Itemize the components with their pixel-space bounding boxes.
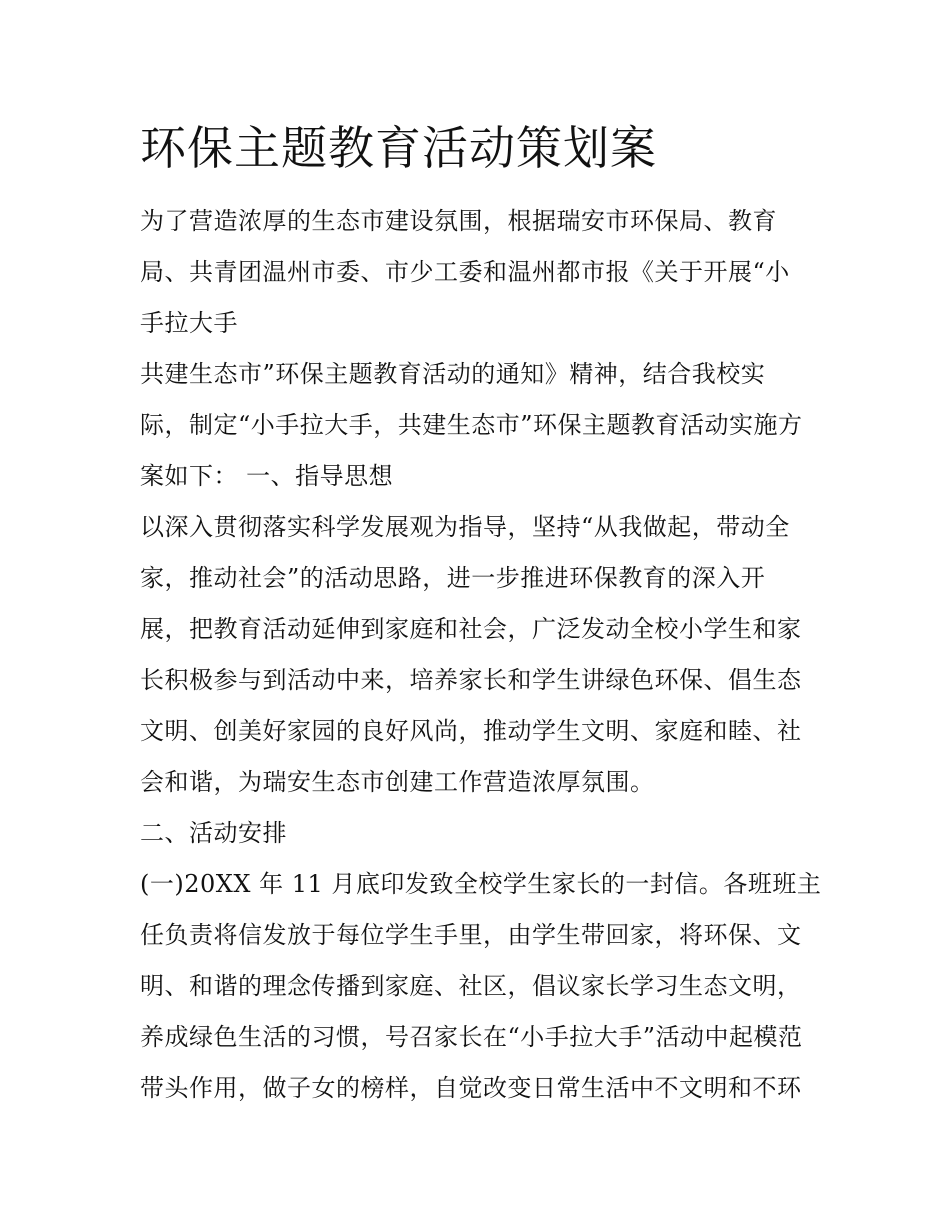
body-line: 长积极参与到活动中来，培养家长和学生讲绿色环保、倡生态	[140, 666, 802, 694]
body-line: 会和谐，为瑞安生态市创建工作营造浓厚氛围。	[140, 768, 655, 796]
document-title: 环保主题教育活动策划案	[140, 121, 657, 175]
body-line: 养成绿色生活的习惯，号召家长在“小手拉大手”活动中起模范	[140, 1023, 803, 1051]
body-line: 任负责将信发放于每位学生手里，由学生带回家，将环保、文	[140, 921, 802, 949]
section-heading: 二、活动安排	[140, 819, 287, 847]
body-line: 局、共青团温州市委、市少工委和温州都市报《关于开展“小	[140, 258, 790, 286]
document-body	[140, 196, 820, 1114]
body-line: 手拉大手	[140, 309, 238, 337]
body-line: 以深入贯彻落实科学发展观为指导，坚持“从我做起，带动全	[140, 513, 790, 541]
body-line: 文明、创美好家园的良好风尚，推动学生文明、家庭和睦、社	[140, 717, 802, 745]
body-line: 明、和谐的理念传播到家庭、社区，倡议家长学习生态文明，	[140, 972, 802, 1000]
body-line: 展，把教育活动延伸到家庭和社会，广泛发动全校小学生和家	[140, 615, 802, 643]
body-line: (一)20XX 年 11 月底印发致全校学生家长的一封信。各班班主	[140, 870, 822, 898]
body-line: 为了营造浓厚的生态市建设氛围，根据瑞安市环保局、教育	[140, 207, 777, 235]
body-line: 家，推动社会”的活动思路，进一步推进环保教育的深入开	[140, 564, 766, 592]
body-line: 共建生态市”环保主题教育活动的通知》精神，结合我校实	[140, 360, 766, 388]
body-line: 际，制定“小手拉大手，共建生态市”环保主题教育活动实施方	[140, 411, 803, 439]
body-line: 案如下： 一、指导思想	[140, 462, 394, 490]
body-line: 带头作用，做子女的榜样，自觉改变日常生活中不文明和不环	[140, 1074, 802, 1102]
